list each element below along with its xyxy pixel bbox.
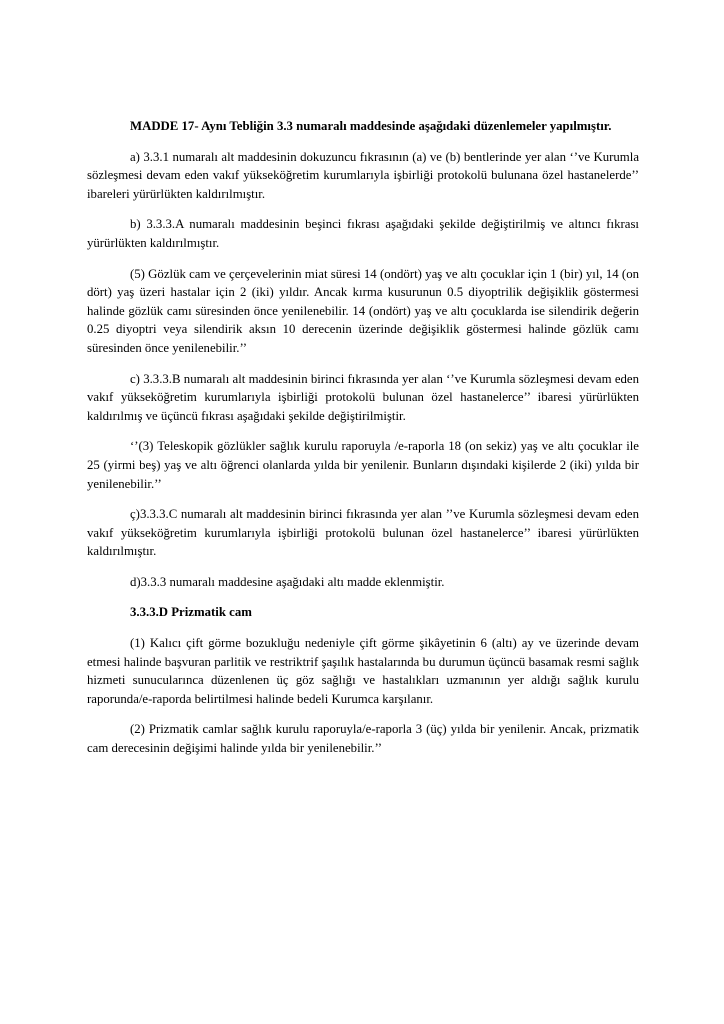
section-heading-prizmatik-cam: 3.3.3.D Prizmatik cam xyxy=(130,605,252,620)
paragraph-a: a) 3.3.1 numaralı alt maddesinin dokuzuncu fıkrasının (a) ve (b) bentlerinde yer alan ‘’ve Kurumla sözleşmesi devam eden vakıf yükseköğretim kurumlarıyla işbirliği protokolü bulunana özel hastanelerde’’ ibareleri yürürlükten kaldırılmıştır. xyxy=(87,149,639,201)
paragraph-d-2: (2) Prizmatik camlar sağlık kurulu raporuyla/e-raporla 3 (üç) yılda bir yenilenir. Ancak, prizmatik cam derecesinin değişimi halinde yılda bir yenilenebilir.’’ xyxy=(87,722,639,756)
article-title: MADDE 17- Aynı Tebliğin 3.3 numaralı maddesinde aşağıdaki düzenlemeler yapılmıştır. xyxy=(130,119,612,133)
paragraph-c-cedilla: ç)3.3.3.C numaralı alt maddesinin birinci fıkrasında yer alan ’’ve Kurumla sözleşmesi devam eden vakıf yükseköğretim kurumlarıyla işbirliği protokolü bulunan özel hastanelerce’’ ibaresi yürürlükten kaldırılmıştır. xyxy=(87,507,639,559)
paragraph-b: b) 3.3.3.A numaralı maddesinin beşinci fıkrası aşağıdaki şekilde değiştirilmiş ve altıncı fıkrası yürürlükten kaldırılmıştır. xyxy=(87,217,639,250)
paragraph-c-3: ‘’(3) Teleskopik gözlükler sağlık kurulu raporuyla /e-raporla 18 (on sekiz) yaş ve altı çocuklar ile 25 (yirmi beş) yaş ve altı öğrenci olanlarda yılda bir yenilenir. Bunların dışındaki kişilerde 2 (iki) yılda bir yenilenebilir.’’ xyxy=(87,439,639,491)
document-body xyxy=(87,117,639,770)
paragraph-c: c) 3.3.3.B numaralı alt maddesinin birinci fıkrasında yer alan ‘’ve Kurumla sözleşmesi devam eden vakıf yükseköğretim kurumlarıyla işbirliği protokolü bulunan özel hastanelerce’’ ibaresi yürürlükten kaldırılmış ve üçüncü fıkrası aşağıdaki şekilde değiştirilmiştir. xyxy=(87,371,639,423)
paragraph-d: d)3.3.3 numaralı maddesine aşağıdaki altı madde eklenmiştir. xyxy=(130,574,445,589)
paragraph-b-5: (5) Gözlük cam ve çerçevelerinin miat süresi 14 (ondört) yaş ve altı çocuklar için 1 (bir) yıl, 14 (on dört) yaş üzeri hastalar için 2 (iki) yıldır. Ancak kırma kusurunun 0.5 diyoptrilik değişiklik göstermesi halinde gözlük camı süresinden önce yenilenebilir. 14 (ondört) yaş ve altı çocuklarda ise silendirik değerin 0.25 diyoptri veya silendirik aksın 10 derecenin üzerinde değişiklik göstermesi halinde gözlük camı süresinden önce yenilenebilir.’’ xyxy=(87,266,639,355)
paragraph-d-1: (1) Kalıcı çift görme bozukluğu nedeniyle çift görme şikâyetinin 6 (altı) ay ve üzerinde devam etmesi halinde başvuran parlitik ve restriktrif şaşılık hastalarında bu durumun üçüncü basamak resmi sağlık hizmeti sunucularınca düzenlenen üç göz sağlığı ve hastalıkları uzmanının yer aldığı sağlık kurulu raporunda/e-raporda belirtilmesi halinde bedeli Kurumca karşılanır. xyxy=(87,636,639,706)
